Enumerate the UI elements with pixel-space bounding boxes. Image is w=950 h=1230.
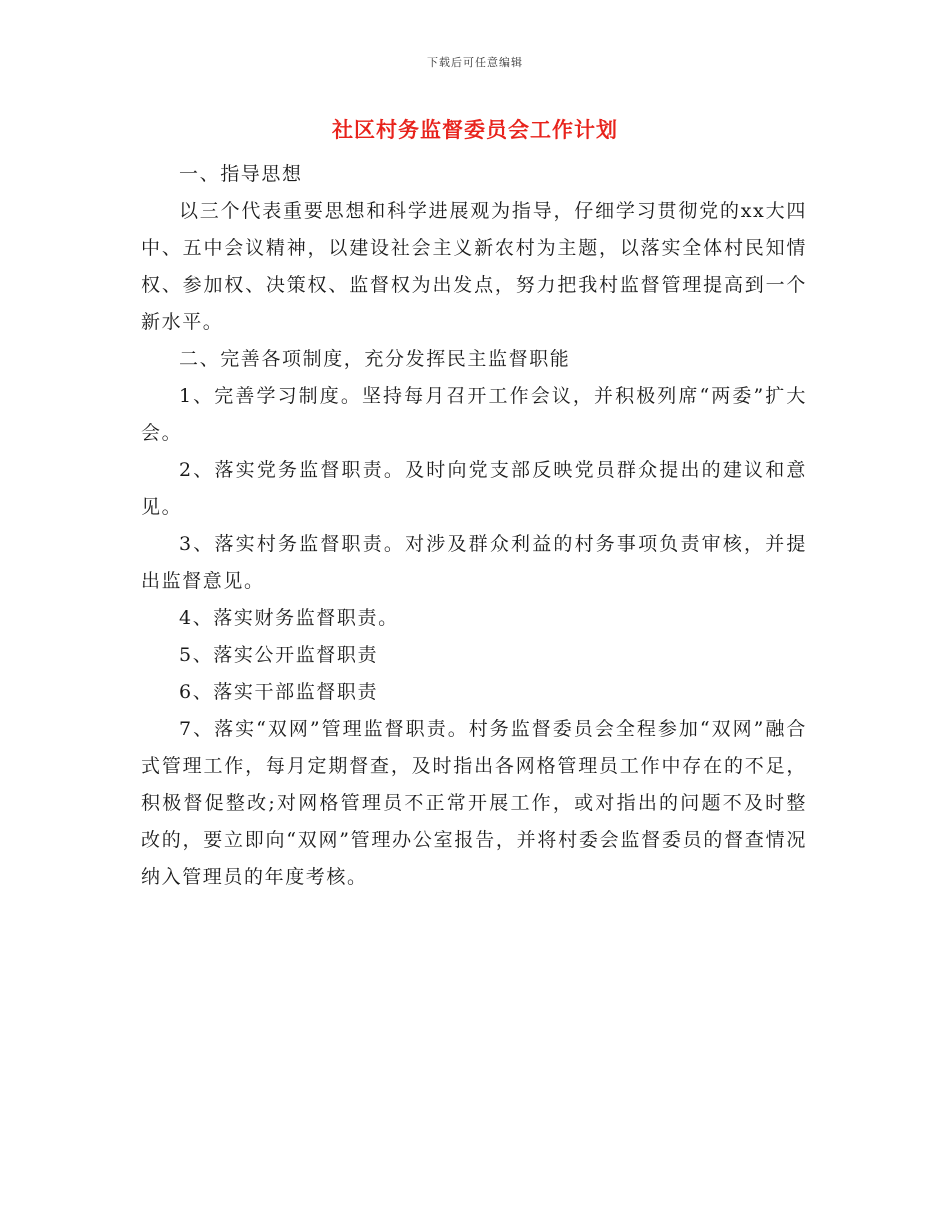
list-item-5: 5、落实公开监督职责 (179, 644, 379, 666)
list-item-1: 1、完善学习制度。坚持每月召开工作会议，并积极列席“两委”扩大会。 (141, 385, 807, 444)
list-item-4: 4、落实财务监督职责。 (179, 607, 399, 629)
list-item-7: 7、落实“双网”管理监督职责。村务监督委员会全程参加“双网”融合式管理工作，每月定期督查，及时指出各网格管理员工作中存在的不足，积极督促整改;对网格管理员不正常开展工作，或对指出的问题不及时整改的，要立即向“双网”管理办公室报告，并将村委会监督委员的督查情况纳入管理员的年度考核。 (141, 718, 807, 888)
paragraph-guiding-ideology: 以三个代表重要思想和科学进展观为指导，仔细学习贯彻党的xx大四中、五中会议精神，以建设社会主义新农村为主题，以落实全体村民知情权、参加权、决策权、监督权为出发点，努力把我村监督管理提高到一个新水平。 (141, 200, 807, 333)
list-item-3: 3、落实村务监督职责。对涉及群众利益的村务事项负责审核，并提出监督意见。 (141, 533, 807, 592)
document-body (141, 156, 807, 896)
header-note: 下载后可任意编辑 (427, 56, 523, 69)
document-title: 社区村务监督委员会工作计划 (332, 117, 618, 142)
section-heading-systems: 二、完善各项制度，充分发挥民主监督职能 (179, 348, 571, 370)
section-heading-guiding-ideology: 一、指导思想 (179, 163, 303, 185)
list-item-2: 2、落实党务监督职责。及时向党支部反映党员群众提出的建议和意见。 (141, 459, 807, 518)
list-item-6: 6、落实干部监督职责 (179, 681, 379, 703)
